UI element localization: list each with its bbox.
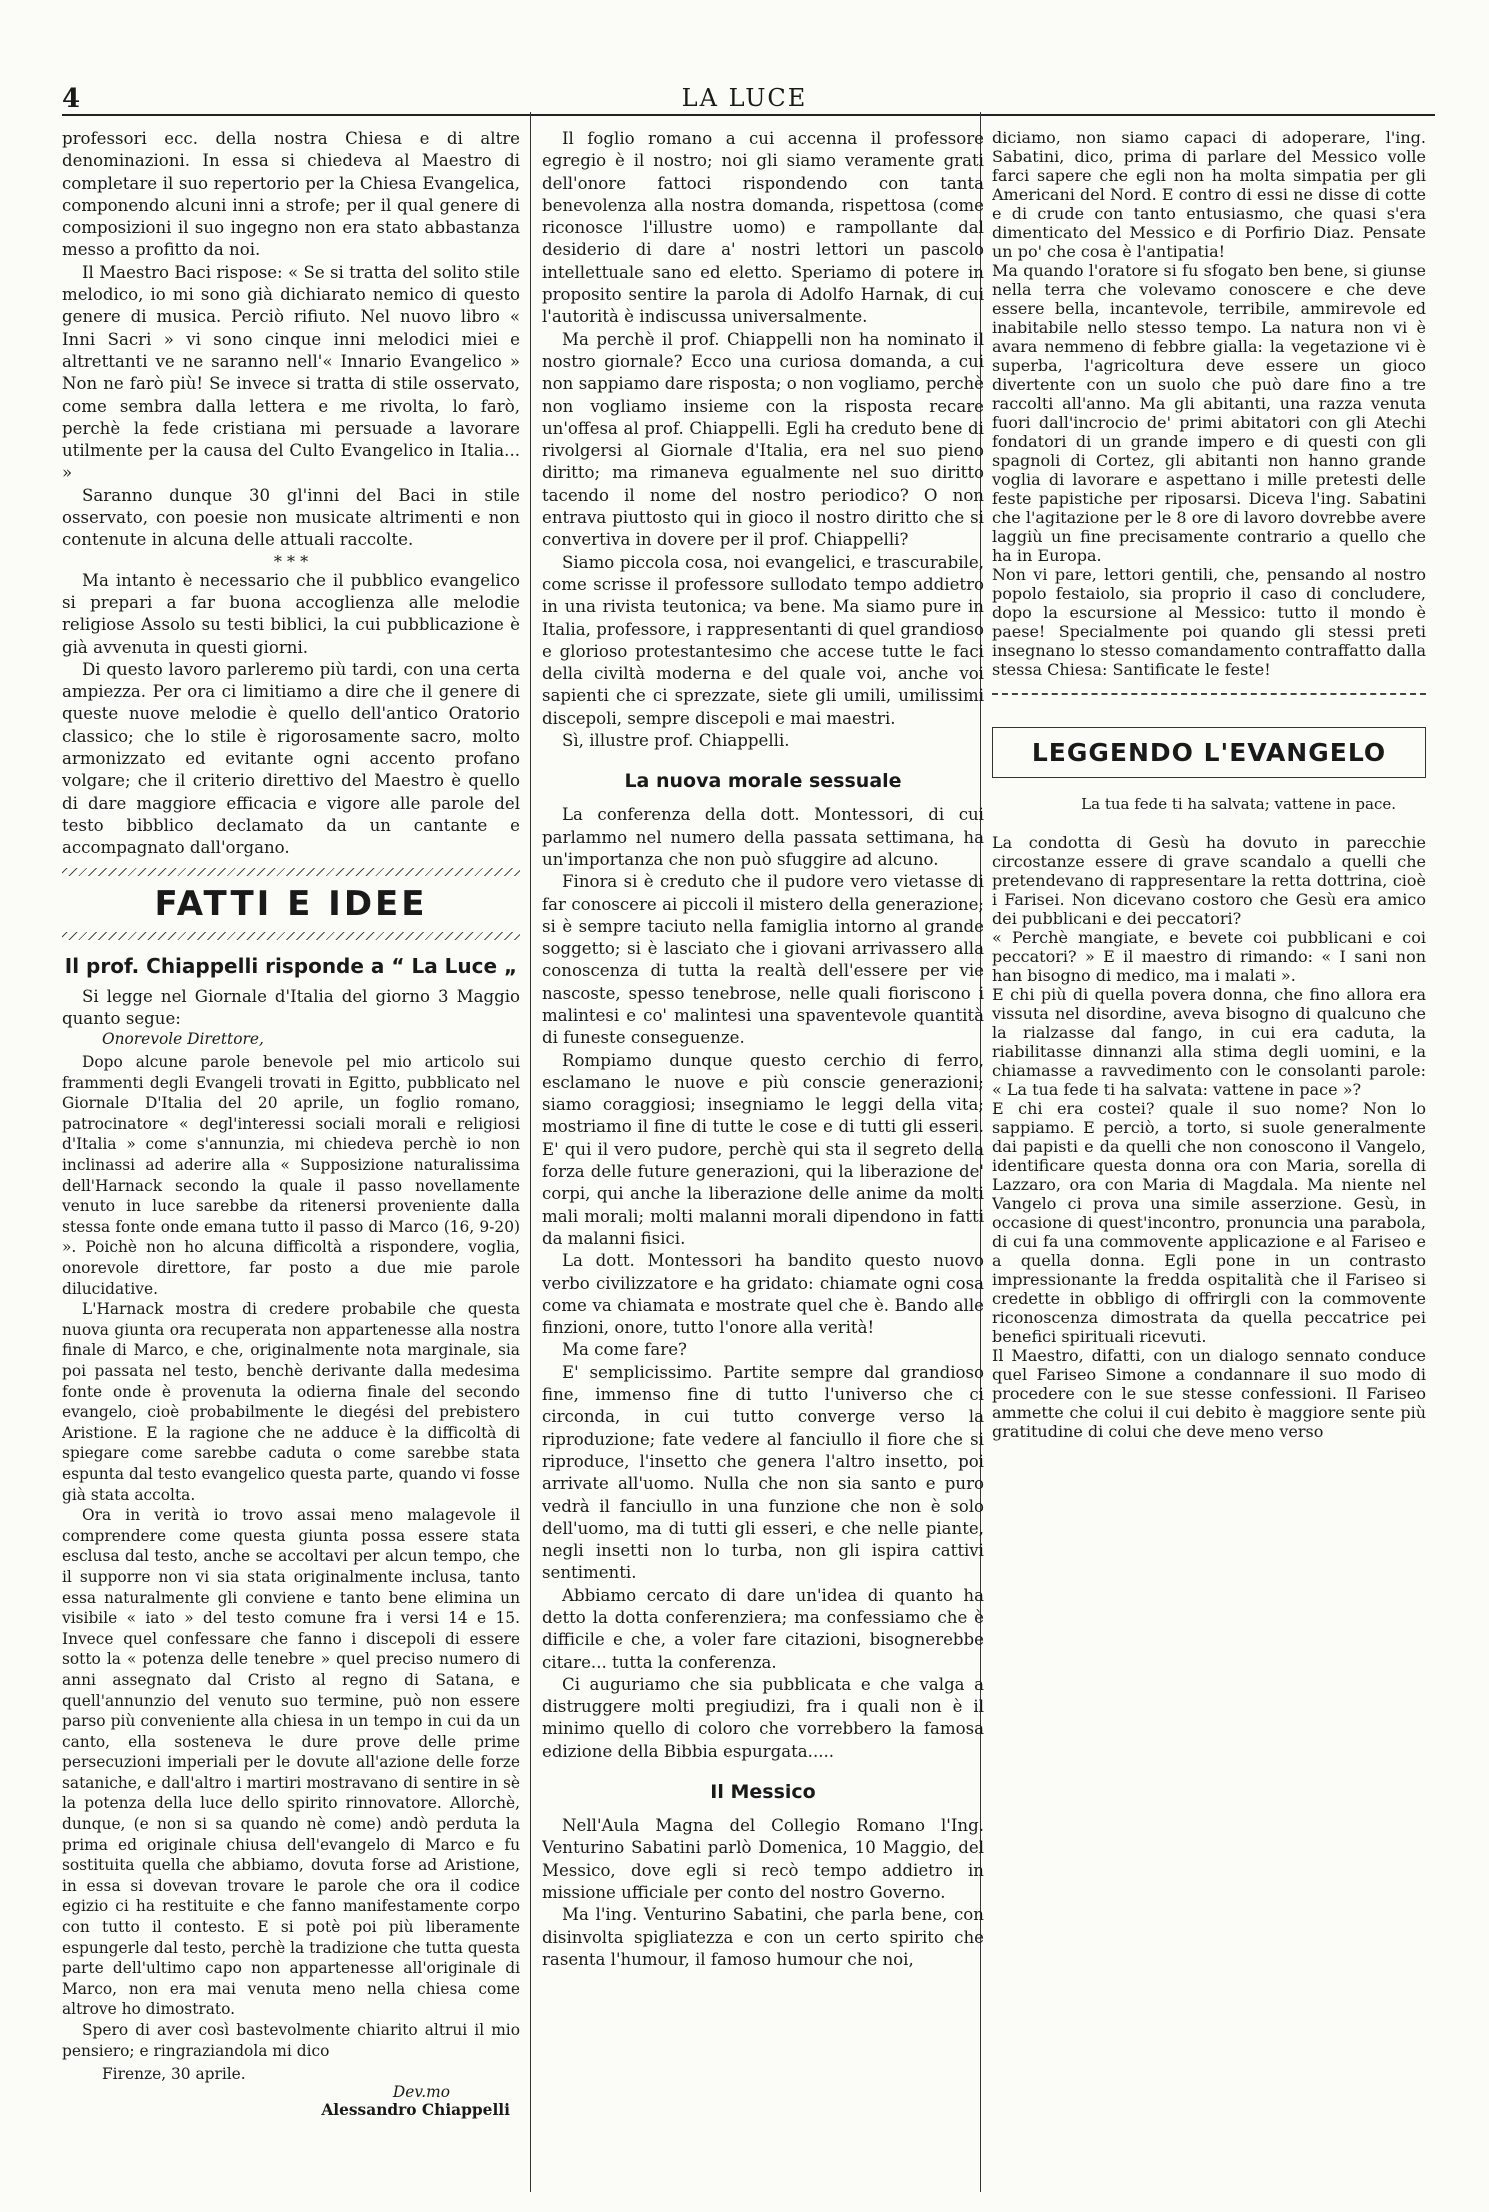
- letter-paragraph: L'Harnack mostra di credere probabile che questa nuova giunta ora recuperata non appartenesse alla nostra finale di Marco, e che, originalmente nota marginale, sia poi passata nel testo, benchè derivante dalla medesima fonte onde è provenuta la odierna finale del secondo evangelo, cioè probabilmente le diegési del prebistero Aristione. E la ragione che ne adduce è la difficoltà di spiegare come sarebbe caduta o come sarebbe stata espunta dal testo evangelico questa parte, quando vi fosse già stata accolta.: [62, 1300, 520, 1504]
- paragraph: Il Maestro, difatti, con un dialogo sennato conduce quel Fariseo Simone a condannare il suo modo di procedere con le sue stesse confessioni. Il Fariseo ammette che colui il cui debito è maggiore sente più gratitudine di colui che deve meno verso: [992, 1346, 1426, 1441]
- paragraph: Il Maestro Baci rispose: « Se si tratta del solito stile melodico, io mi sono già dichiarato nemico di questo genere di musica. Perciò rifiuto. Nel nuovo libro « Inni Sacri » vi sono cinque inni melodici miei e altrettanti ve ne saranno nell'« Innario Evangelico » Non ne farò più! Se invece si tratta di stile osservato, come sembra dalla lettera e me rivolta, lo farò, perchè la fede cristiana mi persuade a lavorare utilmente per la causa del Culto Evangelico in Italia... »: [62, 262, 520, 483]
- paragraph: E' semplicissimo. Partite sempre dal grandioso fine, immenso fine di tutto l'universo che ci circonda, in cui tutto converge verso la riproduzione; fate vedere al fanciullo il fiore che si riproduce, l'insetto che genera l'altro insetto, poi arrivate all'uomo. Nulla che non sia santo e puro vedrà il fanciullo in una funzione che non è solo dell'uomo, ma di tutti gli esseri, e che nelle piante, negli insetti non lo turba, non gli ispira cattivi sentimenti.: [542, 1362, 984, 1583]
- paragraph: Ma intanto è necessario che il pubblico evangelico si prepari a far buona accoglienza alle melodie religiose Assolo su testi biblici, la cui pubblicazione è già avvenuta in questi giorni.: [62, 570, 520, 657]
- paragraph: Ma come fare?: [562, 1340, 687, 1360]
- column-3: [992, 128, 1426, 2188]
- column-1: [62, 128, 520, 2188]
- paragraph: Si legge nel Giornale d'Italia del giorno 3 Maggio quanto segue:: [62, 986, 520, 1028]
- paragraph: professori ecc. della nostra Chiesa e di altre denominazioni. In essa si chiedeva al Maestro di completare il suo repertorio per la Chiesa Evangelica, componendo alcuni inni a strofe; per il qual genere di composizioni il suo ingegno non era stato abbastanza messo a profitto da noi.: [62, 129, 520, 260]
- masthead: LA LUCE: [681, 84, 808, 112]
- paragraph: E chi più di quella povera donna, che fino allora era vissuta nel disordine, aveva bisogno di qualcuno che la rialzasse dal fango, in cui era caduta, la riabilitasse dinnanzi alla stima degli uomini, e la chiamasse a ravvedimento con le consolanti parole: « La tua fede ti ha salvata: vattene in pace »?: [992, 985, 1426, 1099]
- paragraph: Saranno dunque 30 gl'inni del Baci in stile osservato, con poesie non musicate altrimenti e non contenute in alcuna delle attuali raccolte.: [62, 485, 520, 550]
- section-rule: [992, 693, 1426, 701]
- article-title: La nuova morale sessuale: [624, 770, 902, 793]
- column-divider: [530, 112, 531, 2192]
- paragraph: E chi era costei? quale il suo nome? Non lo sappiamo. E perciò, a torto, si suole generalmente dai papisti e da quelli che non conoscono il Vangelo, identificare questa donna ora con Maria, sorella di Lazzaro, ora con Maria di Magdala. Ma niente nel Vangelo ci prova una simile asserzione. Gesù, in occasione di quest'incontro, pronuncia una parabola, di cui fa una commovente applicazione e al Fariseo e a quella donna. Egli pone in un contrasto impressionante la fredda ospitalità che il Fariseo si credette in obbligo di offrirgli con la commovente riconoscenza dimostrata da quella peccatrice pei benefici spirituali ricevuti.: [992, 1099, 1426, 1346]
- paragraph: diciamo, non siamo capaci di adoperare, l'ing. Sabatini, dico, prima di parlare del Messico volle farci sapere che egli non ha molta simpatia per gli Americani del Nord. E contro di essi ne disse di cotte e di crude con tanto entusiasmo, che quasi s'era dimenticato del Messico e di Porfirio Diaz. Pensate un po' che cosa è l'antipatia!: [992, 128, 1426, 261]
- paragraph: « Perchè mangiate, e bevete coi pubblicani e coi peccatori? » E il maestro di rimando: « I sani non han bisogno di medico, ma i malati ».: [992, 928, 1426, 985]
- paragraph: La conferenza della dott. Montessori, di cui parlammo nel numero della passata settimana, ha un'importanza che non può sfuggire ad alcuno.: [542, 805, 984, 869]
- paragraph: Ci auguriamo che sia pubblicata e che valga a distruggere molti pregiudizi, fra i quali non è il minimo quello di coloro che vorrebbero la famosa edizione della Bibbia espurgata.....: [542, 1674, 984, 1761]
- paragraph: Non vi pare, lettori gentili, che, pensando al nostro popolo festaiolo, sia proprio il caso di concludere, dopo la escursione al Messico: tutto il mondo è paese! Specialmente poi quando gli stessi preti insegnano lo stesso comandamento contraffatto dalla stessa Chiesa: Santificate le feste!: [992, 565, 1426, 679]
- wavy-rule: [62, 868, 520, 876]
- paragraph: Finora si è creduto che il pudore vero vietasse di far conoscere ai piccoli il mistero della generazione; si è sempre taciuto nella famiglia intorno al grande soggetto; si è lasciato che i giovani arrivassero alla conoscenza di tutta la realtà dell'essere per vie nascoste, spesso tenebrose, nelle quali fioriscono i malintesi e co' malintesi una spaventevole quantità di funeste conseguenze.: [542, 872, 984, 1048]
- paragraph: Ma l'ing. Venturino Sabatini, che parla bene, con disinvolta spigliatezza e con un certo spirito che rasenta l'humour, il famoso humour che noi,: [542, 1905, 984, 1969]
- boxed-section-title: LEGGENDO L'EVANGELO: [992, 727, 1426, 778]
- section-stars: * * *: [273, 551, 309, 571]
- letter-paragraph: Spero di aver così bastevolmente chiarito altrui il mio pensiero; e ringraziandola mi dico: [62, 2021, 520, 2060]
- top-rule: [62, 114, 1435, 116]
- paragraph: Rompiamo dunque questo cerchio di ferro, esclamano le nuove e più conscie generazioni; siamo coraggiosi; insegniamo le leggi della vita; mostriamo il fine di tutte le cose e di tutti gli esseri. E' qui il vero pudore, perchè qui sta il segreto della forza delle future generazioni, qui la liberazione de' corpi, qui anche la liberazione delle anime da molti mali morali; molti malanni morali dipendono in fatti da malanni fisici.: [542, 1050, 984, 1248]
- paragraph: Ma quando l'oratore si fu sfogato ben bene, si giunse nella terra che volevamo conoscere e che deve essere bella, incantevole, terribile, ammirevole ed inabitabile nello stesso tempo. La natura non vi è avara nemmeno di febbre gialla: la vegetazione vi è superba, l'agricoltura deve essere un gioco divertente con un suolo che può dare fino a tre raccolti all'anno. Ma gli abitanti, una razza venuta fuori dall'incrocio de' primi abitatori con gli Atechi fondatori di un grande impero e di questi con gli spagnoli di Cortez, gli abitanti non hanno grande voglia di lavorare e aspettano i mille pretesti delle feste papistiche per riposarsi. Diceva l'ing. Sabatini che l'agitazione per le 8 ore di lavoro dovrebbe avere laggiù un fine precisamente contrario a quello che ha in Europa.: [992, 261, 1426, 565]
- letter-paragraph: Ora in verità io trovo assai meno malagevole il comprendere come questa giunta possa essere stata esclusa dal testo, anche se accoltavi per alcun tempo, che il supporre non vi sia stata originalmente inclusa, tanto essa naturalmente gli conviene e tanto bene elimina un visibile « iato » del testo comune fra i versi 14 e 15. Invece quel confessare che fanno i discepoli di essere sotto la « potenza delle tenebre » quel preciso numero di anni assegnato dal Cristo al regno di Satana, e quell'annunzio del venuto suo termine, può non essere parso più conveniente alla chiesa in un tempo in cui da un canto, ella sosteneva le dure prove delle prime persecuzioni imperiali per le dovute all'azione delle forze sataniche, e dall'altro i martiri mostravano di sentire in sè la potenza della luce dello spirito rinnovatore. Allorchè, dunque, (e non si sa quando nè come) andò perduta la prima ed originale chiusa dell'evangelo di Marco e fu sostituita quella che abbiamo, dovuta forse ad Aristione, in essa si dovevan trovare le parole che ora il codice egizio ci ha restituite e che fanno manifestamente corpo con tutto il contesto. E si potè poi più liberamente espungerle dal testo, perchè la tradizione che tutta questa parte dell'ultimo capo non appartenesse all'originale di Marco, non era mai venuta meno nella chiesa come altrove ho dimostrato.: [62, 1506, 520, 2019]
- article-title: Il Messico: [710, 1781, 816, 1804]
- wavy-rule: [62, 932, 520, 940]
- article-title: Il prof. Chiappelli risponde a “ La Luce „: [64, 953, 518, 978]
- page-number: 4: [62, 84, 81, 114]
- epigraph: La tua fede ti ha salvata; vattene in pace.: [1081, 795, 1396, 813]
- paragraph: Abbiamo cercato di dare un'idea di quanto ha detto la dotta conferenziera; ma confessiamo che è difficile e che, a voler fare citazioni, bisognerebbe citare... tutta la conferenza.: [542, 1585, 984, 1672]
- letter-place-date: Firenze, 30 aprile.: [102, 2065, 246, 2084]
- paragraph: La dott. Montessori ha bandito questo nuovo verbo civilizzatore e ha gridato: chiamate ogni cosa come va chiamata e mostrate quel che è. Bando alle finzioni, onore, tutto l'onore alla verità!: [542, 1251, 984, 1338]
- letter-closing: Dev.mo: [392, 2083, 450, 2102]
- paragraph: Il foglio romano a cui accenna il professore egregio è il nostro; noi gli siamo veramente grati dell'onore fattoci rispondendo con tanta benevolenza alla nostra domanda, rispettosa (come riconosce l'illustre uomo) e rampollante dal desiderio di dare a' nostri lettori un pascolo intellettuale sano ed eletto. Speriamo di potere in proposito sentire la parola di Adolfo Harnak, di cui l'autorità è indiscussa universalmente.: [542, 129, 984, 327]
- letter-paragraph: Dopo alcune parole benevole pel mio articolo sui frammenti degli Evangeli trovati in Egitto, pubblicato nel Giornale D'Italia del 20 aprile, un foglio romano, patrocinatore « degl'interessi sociali morali e religiosi d'Italia » come s'annunzia, mi chiedeva perchè io non inclinassi ad aderire alla « Supposizione naturalissima dell'Harnack secondo la quale il passo novellamente venuto in luce sarebbe da ritenersi proveniente dalla stessa fonte onde emana tutto il passo di Marco (16, 9-20) ». Poichè non ho alcuna difficoltà a rispondere, voglia, onorevole direttore, far posto a due mie parole dilucidative.: [62, 1053, 520, 1298]
- column-2: [542, 128, 984, 2188]
- paragraph: La condotta di Gesù ha dovuto in parecchie circostanze essere di grave scandalo a quelli che pretendevano di rappresentare la retta dottrina, cioè i Farisei. Non dicevano costoro che Gesù era amico dei pubblicani e dei peccatori?: [992, 833, 1426, 928]
- paragraph: Siamo piccola cosa, noi evangelici, e trascurabile, come scrisse il professore sullodato tempo addietro in una rivista teutonica; va bene. Ma siamo pure in Italia, professore, i rappresentanti di quel grandioso e glorioso protestantesimo che accese tutte le faci della civiltà moderna e del quale voi, anche voi sapienti che ci sprezzate, siete gli umili, umilissimi discepoli, sempre discepoli e mai maestri.: [542, 552, 984, 728]
- paragraph: Sì, illustre prof. Chiappelli.: [562, 731, 790, 751]
- letter-signature: Alessandro Chiappelli: [321, 2101, 510, 2120]
- paragraph: Di questo lavoro parleremo più tardi, con una certa ampiezza. Per ora ci limitiamo a dire che il genere di queste nuove melodie è quello dell'antico Oratorio classico; che lo stile è rigorosamente sacro, molto armonizzato ed evitante ogni accento profano volgare; che il criterio direttivo del Maestro è quello di dare maggiore efficacia e vigore alle parole del testo bibblico declamato da un cantante e accompagnato dall'organo.: [62, 659, 520, 858]
- salutation: Onorevole Direttore,: [102, 1030, 264, 1049]
- paragraph: Ma perchè il prof. Chiappelli non ha nominato il nostro giornale? Ecco una curiosa domanda, a cui non sappiamo dare risposta; o non vogliamo, perchè non vogliamo insieme con la risposta recare un'offesa al prof. Chiappelli. Egli ha creduto bene di rivolgersi al Giornale d'Italia, era nel suo pieno diritto; ma rimaneva egualmente nel suo diritto tacendo il nome del nostro periodico? O non entrava piuttosto qui in gioco il nostro diritto che si convertiva in dovere per il prof. Chiappelli?: [542, 329, 984, 550]
- section-title: FATTI E IDEE: [154, 883, 428, 924]
- paragraph: Nell'Aula Magna del Collegio Romano l'Ing. Venturino Sabatini parlò Domenica, 10 Maggio, del Messico, dove egli si recò tempo addietro in missione ufficiale per conto del nostro Governo.: [542, 1816, 984, 1902]
